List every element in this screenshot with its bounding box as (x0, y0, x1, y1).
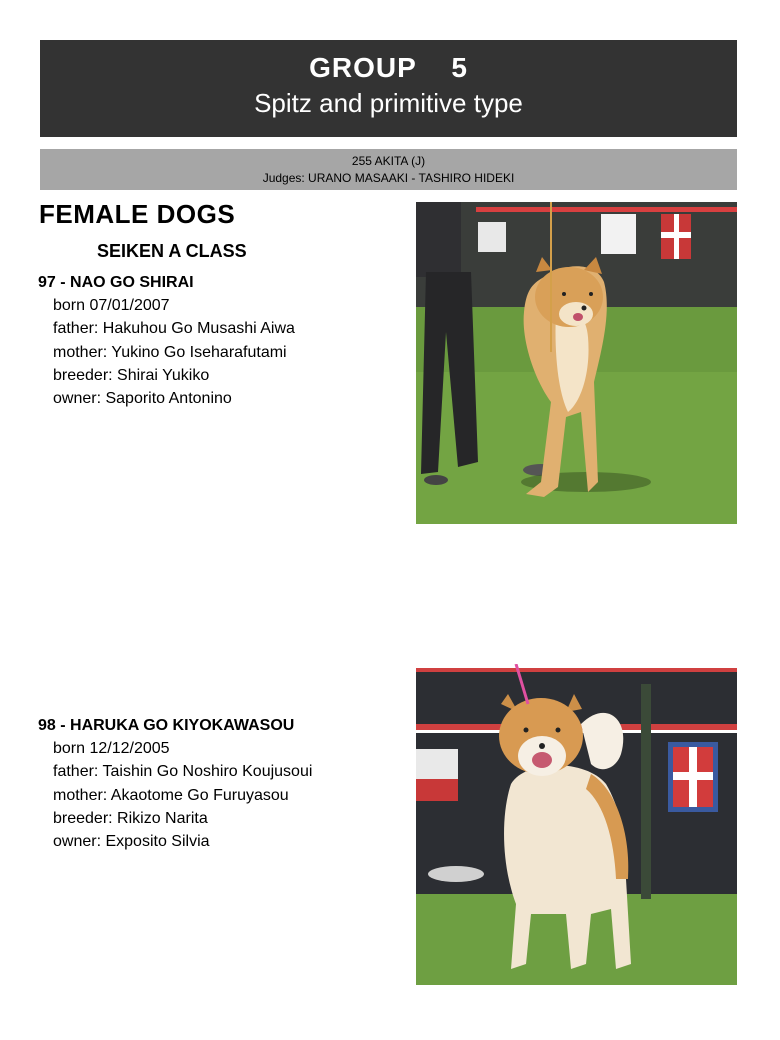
entry-owner: owner: Exposito Silvia (53, 833, 210, 851)
dog-photo (416, 664, 737, 985)
entry-owner: owner: Saporito Antonino (53, 390, 232, 408)
entry-mother: mother: Yukino Go Iseharafutami (53, 343, 287, 361)
dog-entry (38, 271, 398, 410)
breed-name: 255 AKITA (J) (351, 154, 426, 168)
group-title: GROUP 5 (309, 52, 468, 83)
entry-born: born 12/12/2005 (53, 740, 170, 757)
entry-mother: mother: Akaotome Go Furuyasou (53, 786, 289, 804)
entry-born: born 07/01/2007 (53, 297, 170, 314)
entry-heading: 98 - HARUKA GO KIYOKAWASOU (38, 717, 295, 734)
entry-breeder: breeder: Rikizo Narita (53, 809, 208, 827)
group-header (40, 40, 737, 137)
dog-entry (38, 714, 398, 853)
breed-bar (40, 149, 737, 190)
class-title: SEIKEN A CLASS (97, 241, 247, 261)
judges-line: Judges: URANO MASAAKI - TASHIRO HIDEKI (262, 171, 515, 185)
entry-father: father: Hakuhou Go Musashi Aiwa (53, 320, 295, 338)
section-title: FEMALE DOGS (39, 199, 236, 229)
group-subtitle: Spitz and primitive type (254, 88, 523, 118)
entry-father: father: Taishin Go Noshiro Koujusoui (53, 763, 313, 781)
entry-heading: 97 - NAO GO SHIRAI (38, 274, 194, 291)
dog-photo (416, 202, 737, 524)
entry-breeder: breeder: Shirai Yukiko (53, 366, 210, 384)
